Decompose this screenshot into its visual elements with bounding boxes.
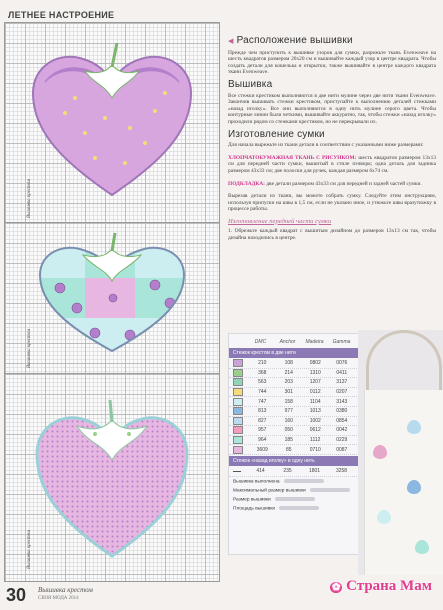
page-number: 30 <box>6 585 27 605</box>
stem-1 <box>112 43 117 67</box>
paragraph-embroidery: Все стежки крестиком выполняются в две нити мулине через две нити ткани Evenweave. Закончив вышивать стежки крестиком, приступайте к выполнению деталей стежками «назад иголку». Все они выполняются в одну нить мулине серого цвета. Чтобы контурные линии были четкими, вышивайте аккуратно, так, чтобы стежки «назад иголку» проходили рядом со стежками крестиком, но не перекрывали их. <box>228 92 436 125</box>
heading-embroidery: Вышивка <box>228 78 273 90</box>
key-row: 957 050 0612 0042 <box>229 426 359 436</box>
key-row: 563 203 1207 3137 <box>229 378 359 388</box>
color-swatch <box>233 407 243 415</box>
color-swatch <box>233 388 243 396</box>
key-col-anchor: Anchor <box>279 339 296 345</box>
paragraph-bag-fabric: ХЛОПЧАТОБУМАЖНАЯ ТКАНЬ С РИСУНКОМ: шесть квадратов размером 13х13 см для передней части сумки, вышитый в стиле пэчворк; одна деталь для задника размером 43х33 см; две полоски для ручек, каждая размером 6х74 см. <box>228 154 436 174</box>
triangle-icon: ◀ <box>228 38 234 45</box>
strawberry-motif-1 <box>373 445 387 459</box>
key-col-madeira: Madeira <box>305 339 324 345</box>
key-foot-2: Максимальный размер вышивки <box>229 486 359 495</box>
magazine-title: Вышивка крестом СВОЯ МОДА 2014 <box>38 586 93 601</box>
key-row: 368 214 1310 0411 <box>229 369 359 379</box>
strawberry-motif-4 <box>377 510 391 524</box>
color-key-table <box>228 333 360 555</box>
stem-3 <box>110 400 112 422</box>
strawberry-motif-2 <box>407 420 421 434</box>
key-row: 827 160 1002 0854 <box>229 417 359 427</box>
key-back-title: Стежок «назад иголку» в одну нить <box>229 456 359 466</box>
color-swatch <box>233 369 243 377</box>
chart-3-graphic <box>5 374 219 581</box>
chart-2-graphic <box>5 223 219 373</box>
key-col-gamma: Gamma <box>332 339 351 345</box>
key-row: 3609 85 0710 0087 <box>229 445 359 455</box>
color-swatch <box>233 378 243 386</box>
color-swatch <box>233 426 243 434</box>
chart-3-watermark: Вышивка крестом <box>27 529 32 569</box>
cross-stitch-chart-1 <box>4 22 220 224</box>
key-row: 210 108 0802 0076 <box>229 359 359 369</box>
key-row: 813 977 1013 0380 <box>229 407 359 417</box>
flower-icon: ✿ <box>332 582 341 593</box>
section-header: ЛЕТНЕЕ НАСТРОЕНИЕ <box>8 10 115 20</box>
key-foot-3: Размер вышивки <box>229 495 359 504</box>
paragraph-bag-intro: Для начала вырежьте из ткани детали в соответствии с указанными ниже размерами: <box>228 142 424 149</box>
key-row: 744 301 0112 0207 <box>229 388 359 398</box>
chart-1-graphic <box>5 23 219 223</box>
chart-2-watermark: Вышивка крестом <box>27 328 32 368</box>
paragraph-placement: Прежде чем приступить к вышивке узоров для сумки, разрежьте ткань Evenweave на шесть квадратов размером 20х20 см и вышивайте каждый узор в центре квадрата. Чтобы создать детали для кошелька и открытки, также вышивайте в центре каждого квадрата ткани Evenweave. <box>228 49 436 76</box>
key-cross-title: Стежок крестом в две нити <box>229 348 359 358</box>
paragraph-bag-lining: ПОДКЛАДКА: две детали размером 43х33 см для передней и задней частей сумки. <box>228 180 422 187</box>
key-header <box>229 334 359 347</box>
backstitch-swatch <box>233 471 241 472</box>
cross-stitch-chart-2 <box>4 222 220 374</box>
key-col-dmc: DMC <box>254 339 267 345</box>
key-row: 964 185 1112 0229 <box>229 436 359 446</box>
bag-photo <box>358 330 443 575</box>
paragraph-front-step1: 1. Обрежьте каждый квадрат с вышитым дизайном до размеров 13х13 см так, чтобы дизайна находились в центре. <box>228 228 436 242</box>
subheading-front: Изготовление передней части сумки <box>228 217 332 225</box>
paragraph-bag-assembly: Вырезав детали из ткани, вы можете собрать сумку. Следуйте этим инструкциям, используя припуски на швы в 1,5 см, если не указано иное, и утюжьте швы вразутюжку в процессе работы. <box>228 193 436 213</box>
strawberry-motif-5 <box>415 540 429 554</box>
cross-stitch-chart-3 <box>4 373 220 582</box>
key-foot-1: Вышивка выполнена <box>229 477 359 486</box>
key-row: 747 158 1104 3143 <box>229 397 359 407</box>
strawberry-motif-3 <box>407 480 421 494</box>
article-column <box>228 35 436 248</box>
key-foot-4: Площадь вышивки <box>229 504 359 513</box>
site-watermark: ✿ Страна Мам <box>332 578 432 594</box>
heading-bag: Изготовление сумки <box>228 128 325 140</box>
key-back-row: 414 235 1801 3258 <box>229 467 359 477</box>
color-swatch <box>233 436 243 444</box>
color-swatch <box>233 417 243 425</box>
color-swatch <box>233 359 243 367</box>
stem-2 <box>112 233 115 251</box>
color-swatch <box>233 446 243 454</box>
bag-body <box>364 390 443 575</box>
key-rows <box>229 359 359 455</box>
chart-1-watermark: Вышивка крестом <box>27 178 32 218</box>
color-swatch <box>233 398 243 406</box>
heading-placement: ◀ Расположение вышивки <box>228 35 353 46</box>
